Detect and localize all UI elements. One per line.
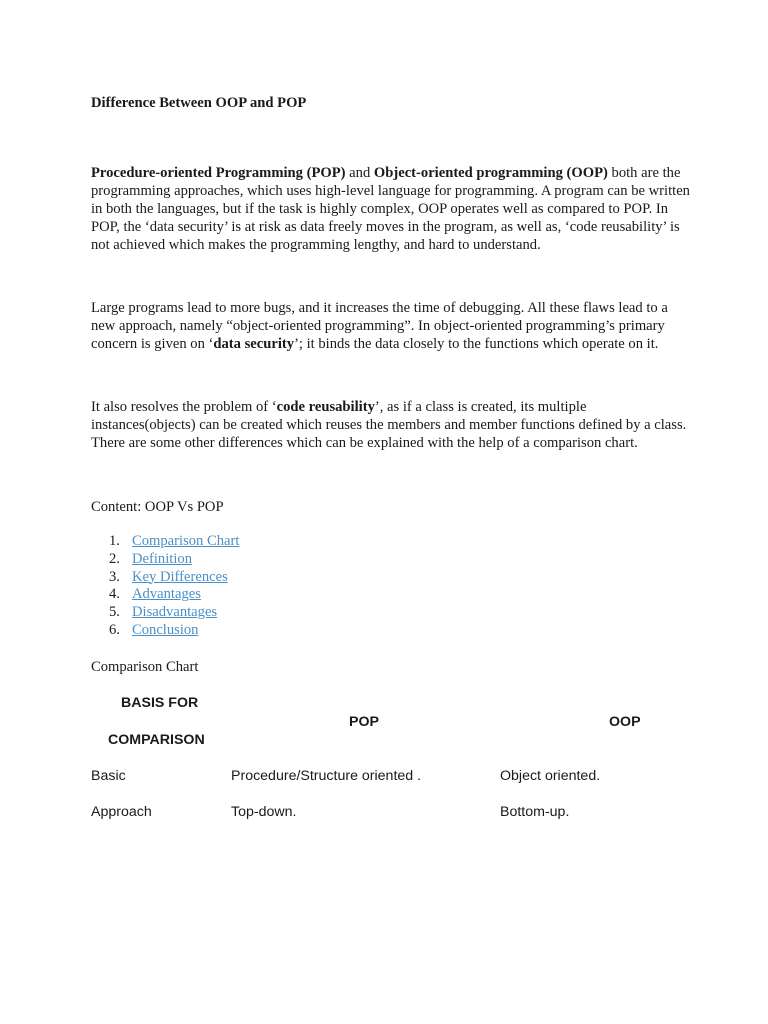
table-cell-pop: Procedure/Structure oriented . bbox=[231, 768, 422, 784]
toc-link-key-differences[interactable]: Key Differences bbox=[132, 568, 228, 585]
p2-bold: data security bbox=[213, 336, 295, 352]
table-cell-oop: Object oriented. bbox=[500, 768, 601, 784]
toc-number: 1. bbox=[109, 533, 120, 549]
header-oop: OOP bbox=[609, 714, 641, 730]
intro-text: both are the programming approaches, which uses high-level language for programming. A program can be written in both the languages, but if the task is highly complex, OOP operates well as compared to POP. In POP, the ‘data security’ is at risk as data freely moves in the program, as well as, ‘code reusability’ is not achieved which makes the programming lengthy, and hard to understand. bbox=[91, 165, 690, 253]
pop-term: Procedure-oriented Programming (POP) bbox=[91, 165, 346, 181]
toc-item bbox=[91, 586, 239, 604]
toc-item bbox=[91, 533, 239, 551]
toc-item bbox=[91, 551, 239, 569]
toc-number: 4. bbox=[109, 586, 120, 603]
toc-number: 6. bbox=[109, 621, 120, 638]
toc-item bbox=[91, 622, 239, 640]
toc-number: 3. bbox=[109, 568, 120, 585]
toc-link-conclusion[interactable]: Conclusion bbox=[132, 621, 199, 638]
oop-term: Object-oriented programming (OOP) bbox=[373, 165, 608, 181]
and-text: and bbox=[345, 165, 374, 181]
table-cell-pop: Top-down. bbox=[231, 804, 297, 820]
table-cell-basis: Approach bbox=[91, 804, 152, 820]
toc-link-definition[interactable]: Definition bbox=[132, 550, 192, 567]
code-reusability-paragraph bbox=[91, 398, 691, 452]
toc-link-comparison-chart[interactable]: Comparison Chart bbox=[132, 533, 240, 549]
toc-item bbox=[91, 569, 239, 587]
comparison-chart-heading: Comparison Chart bbox=[91, 659, 199, 675]
table-cell-oop: Bottom-up. bbox=[500, 804, 570, 820]
document-title: Difference Between OOP and POP bbox=[91, 95, 307, 111]
header-basis-line2: COMPARISON bbox=[108, 732, 205, 748]
toc-item bbox=[91, 604, 239, 622]
toc-link-advantages[interactable]: Advantages bbox=[132, 586, 201, 603]
p3-bold: code reusability bbox=[276, 399, 375, 415]
p3-after: ’, as if a class is created, its multiple instances(objects) can be created which reuses the members and member functions defined by a class. There are some other differences which can be explained with the help of a comparison chart. bbox=[91, 399, 687, 451]
table-cell-basis: Basic bbox=[91, 768, 126, 784]
p3-before: It also resolves the problem of ‘ bbox=[91, 399, 277, 415]
header-pop: POP bbox=[349, 714, 379, 730]
content-heading: Content: OOP Vs POP bbox=[91, 499, 224, 515]
toc-number: 5. bbox=[109, 604, 120, 621]
header-basis-line1: BASIS FOR bbox=[121, 695, 199, 711]
intro-paragraph bbox=[91, 164, 691, 254]
p2-after: ’; it binds the data closely to the functions which operate on it. bbox=[294, 336, 659, 352]
table-of-contents bbox=[91, 533, 239, 640]
toc-link-disadvantages[interactable]: Disadvantages bbox=[132, 604, 218, 621]
toc-number: 2. bbox=[109, 550, 120, 567]
data-security-paragraph bbox=[91, 299, 691, 353]
p2-before: Large programs lead to more bugs, and it increases the time of debugging. All these flaws lead to a new approach, namely “object-oriented programming”. In object-oriented programming’s primary concern is given on ‘ bbox=[91, 300, 668, 352]
